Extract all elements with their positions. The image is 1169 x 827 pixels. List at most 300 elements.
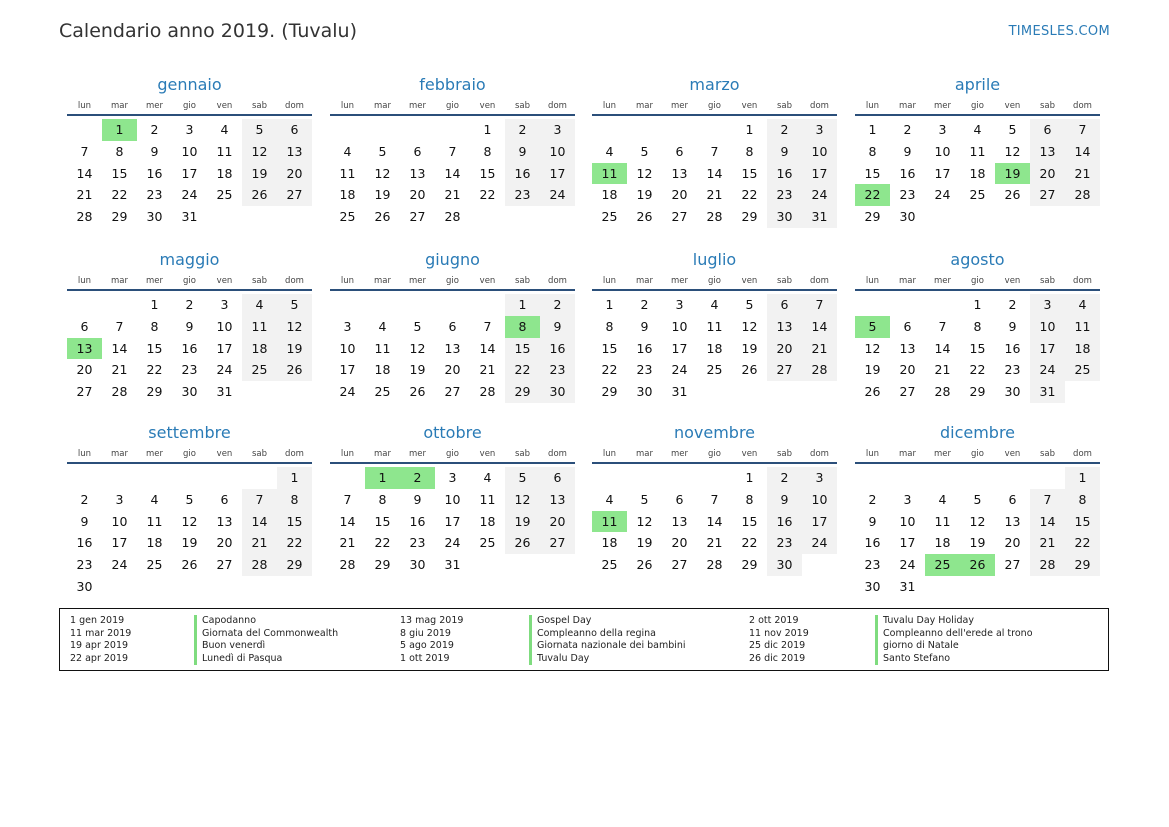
day-cell: 18 (479, 513, 496, 529)
weekday-header (330, 98, 575, 116)
day-cell: 17 (540, 163, 575, 185)
day-cell: 10 (216, 318, 233, 334)
week-row (330, 206, 575, 228)
day-cell: 24 (181, 187, 198, 203)
day-cell: 22 (505, 359, 540, 381)
empty-cell (540, 206, 575, 228)
holiday-day-cell: 1 (102, 119, 137, 141)
empty-cell (435, 294, 470, 316)
day-cell: 26 (242, 184, 277, 206)
day-cell: 22 (601, 362, 618, 378)
holiday-day-cell: 11 (592, 163, 627, 185)
weekday-label: dom (810, 101, 829, 111)
holiday-name: Santo Stefano (875, 653, 1033, 666)
weekday-label: dom (285, 449, 304, 459)
day-cell: 16 (409, 513, 426, 529)
empty-cell (662, 467, 697, 489)
day-cell: 20 (540, 511, 575, 533)
day-cell: 25 (706, 362, 723, 378)
week-row (330, 532, 575, 554)
day-cell: 8 (277, 489, 312, 511)
weekday-label: gio (971, 276, 984, 286)
day-cell: 15 (864, 165, 881, 181)
day-cell: 22 (741, 187, 758, 203)
day-cell: 6 (448, 318, 457, 334)
day-cell: 30 (636, 384, 653, 400)
day-cell: 27 (1030, 184, 1065, 206)
week-row (855, 141, 1100, 163)
day-cell: 23 (636, 362, 653, 378)
day-cell: 21 (76, 187, 93, 203)
day-cell: 30 (899, 209, 916, 225)
week-row (330, 184, 575, 206)
day-cell: 24 (444, 535, 461, 551)
weekday-label: sab (1039, 449, 1056, 459)
day-cell: 25 (339, 209, 356, 225)
day-cell: 29 (374, 557, 391, 573)
weekday-label: mer (408, 449, 426, 459)
empty-cell (1030, 467, 1065, 489)
month-name: luglio (692, 250, 737, 269)
week-row (67, 489, 312, 511)
weekday-label: ven (741, 449, 758, 459)
empty-cell (207, 467, 242, 489)
empty-cell (925, 576, 960, 598)
day-cell: 11 (216, 143, 233, 159)
day-cell: 22 (277, 532, 312, 554)
holiday-date: 25 dic 2019 (749, 640, 806, 652)
day-cell: 15 (146, 340, 163, 356)
day-cell: 7 (1030, 489, 1065, 511)
day-cell: 5 (745, 297, 754, 312)
day-cell: 30 (146, 209, 163, 225)
holiday-name: Gospel Day (529, 615, 686, 628)
day-cell: 12 (242, 141, 277, 163)
day-cell: 28 (934, 384, 951, 400)
day-cell: 14 (934, 340, 951, 356)
day-cell: 1 (277, 467, 312, 489)
holiday-day-cell: 8 (505, 316, 540, 338)
weekday-label: sab (251, 276, 268, 286)
day-cell: 4 (938, 491, 947, 507)
holiday-name: Giornata del Commonwealth (194, 628, 338, 641)
day-cell: 5 (277, 294, 312, 316)
day-cell: 11 (339, 165, 356, 181)
empty-cell (470, 294, 505, 316)
day-cell: 17 (802, 511, 837, 533)
day-cell: 1 (1065, 467, 1100, 489)
day-cell: 2 (1008, 297, 1017, 312)
empty-cell (365, 119, 400, 141)
weekday-label: sab (1039, 101, 1056, 111)
weekday-label: ven (479, 449, 496, 459)
day-cell: 4 (605, 143, 614, 159)
day-cell: 25 (969, 187, 986, 203)
weekday-label: gio (971, 449, 984, 459)
weekday-label: mer (408, 101, 426, 111)
day-cell: 27 (540, 532, 575, 554)
week-row (855, 294, 1100, 316)
day-cell: 14 (802, 316, 837, 338)
day-cell: 28 (76, 209, 93, 225)
weekday-label: lun (602, 276, 617, 286)
day-cell: 2 (185, 297, 194, 312)
empty-cell (242, 206, 277, 228)
week-row (592, 359, 837, 381)
day-cell: 10 (111, 513, 128, 529)
week-row (67, 338, 312, 360)
day-cell: 26 (505, 532, 540, 554)
day-cell: 7 (710, 143, 719, 159)
day-cell: 9 (767, 489, 802, 511)
holiday-name: Compleanno della regina (529, 628, 686, 641)
day-cell: 28 (706, 209, 723, 225)
month-febbraio (330, 75, 575, 228)
day-cell: 9 (540, 316, 575, 338)
weekday-label: dom (1073, 101, 1092, 111)
month-name: giugno (425, 250, 480, 269)
day-cell: 11 (374, 340, 391, 356)
day-cell: 24 (339, 384, 356, 400)
day-cell: 19 (409, 362, 426, 378)
week-row (855, 532, 1100, 554)
day-cell: 5 (242, 119, 277, 141)
month-marzo (592, 75, 837, 228)
weekday-label: mar (899, 276, 916, 286)
empty-cell (242, 381, 277, 403)
empty-cell (330, 294, 365, 316)
day-cell: 18 (374, 362, 391, 378)
empty-cell (102, 294, 137, 316)
day-cell: 23 (1004, 362, 1021, 378)
day-cell: 29 (146, 384, 163, 400)
day-cell: 21 (339, 535, 356, 551)
month-name: marzo (689, 75, 740, 94)
weekday-label: mer (670, 101, 688, 111)
day-cell: 23 (767, 184, 802, 206)
empty-cell (1065, 206, 1100, 228)
month-giugno (330, 250, 575, 403)
day-cell: 5 (378, 143, 387, 159)
day-cell: 10 (899, 513, 916, 529)
day-cell: 8 (115, 143, 124, 159)
legend-name-column (875, 615, 1033, 665)
weekday-label: mar (899, 449, 916, 459)
day-cell: 4 (220, 122, 229, 137)
week-row (330, 511, 575, 533)
weekday-label: mer (145, 449, 163, 459)
month-gennaio (67, 75, 312, 228)
day-cell: 14 (339, 513, 356, 529)
weekday-label: lun (865, 449, 880, 459)
day-cell: 28 (444, 209, 461, 225)
week-row (855, 206, 1100, 228)
month-name: settembre (148, 423, 231, 442)
weekday-label: dom (1073, 276, 1092, 286)
day-cell: 2 (150, 122, 159, 137)
brand-link[interactable]: TIMESLES.COM (1008, 24, 1110, 39)
holiday-day-cell: 19 (995, 163, 1030, 185)
week-row (855, 511, 1100, 533)
day-cell: 21 (706, 187, 723, 203)
day-cell: 23 (505, 184, 540, 206)
day-cell: 16 (1004, 340, 1021, 356)
day-cell: 11 (969, 143, 986, 159)
day-cell: 28 (111, 384, 128, 400)
day-cell: 6 (903, 318, 912, 334)
weekday-header (67, 98, 312, 116)
day-cell: 1 (745, 470, 754, 485)
day-cell: 18 (706, 340, 723, 356)
day-cell: 3 (938, 122, 947, 137)
day-cell: 29 (969, 384, 986, 400)
weekday-label: sab (251, 101, 268, 111)
empty-cell (505, 206, 540, 228)
weekday-label: gio (708, 101, 721, 111)
weekday-header (330, 273, 575, 291)
day-cell: 2 (767, 119, 802, 141)
holiday-name: Capodanno (194, 615, 338, 628)
day-cell: 3 (802, 119, 837, 141)
day-cell: 2 (505, 119, 540, 141)
day-cell: 1 (150, 297, 159, 312)
weekday-label: sab (514, 449, 531, 459)
day-cell: 17 (181, 165, 198, 181)
weekday-header (592, 98, 837, 116)
empty-cell (1065, 381, 1100, 403)
day-cell: 29 (741, 209, 758, 225)
empty-cell (137, 467, 172, 489)
day-cell: 1 (868, 122, 877, 137)
day-cell: 21 (706, 535, 723, 551)
empty-cell (172, 467, 207, 489)
month-settembre (67, 423, 312, 598)
holiday-legend (59, 608, 1109, 671)
month-aprile (855, 75, 1100, 228)
day-cell: 26 (864, 384, 881, 400)
day-cell: 19 (181, 535, 198, 551)
weekday-label: gio (446, 276, 459, 286)
day-cell: 3 (343, 318, 352, 334)
day-cell: 28 (802, 359, 837, 381)
day-cell: 26 (636, 557, 653, 573)
weekday-label: mer (670, 449, 688, 459)
month-agosto (855, 250, 1100, 403)
day-cell: 5 (640, 143, 649, 159)
week-row (855, 554, 1100, 576)
day-cell: 18 (969, 165, 986, 181)
week-row (67, 359, 312, 381)
day-cell: 26 (1004, 187, 1021, 203)
day-cell: 9 (80, 513, 89, 529)
month-name: febbraio (419, 75, 486, 94)
weekday-label: mar (636, 101, 653, 111)
day-cell: 16 (76, 535, 93, 551)
day-cell: 23 (540, 359, 575, 381)
day-cell: 16 (899, 165, 916, 181)
day-cell: 28 (706, 557, 723, 573)
week-row (330, 338, 575, 360)
empty-cell (925, 294, 960, 316)
day-cell: 1 (973, 297, 982, 312)
month-luglio (592, 250, 837, 403)
day-cell: 24 (216, 362, 233, 378)
day-cell: 19 (374, 187, 391, 203)
day-cell: 10 (444, 491, 461, 507)
day-cell: 29 (864, 209, 881, 225)
day-cell: 31 (899, 578, 916, 594)
day-cell: 27 (671, 557, 688, 573)
day-cell: 6 (1030, 119, 1065, 141)
day-cell: 2 (868, 491, 877, 507)
day-cell: 14 (1065, 141, 1100, 163)
day-cell: 20 (671, 535, 688, 551)
day-cell: 13 (540, 489, 575, 511)
day-cell: 5 (505, 467, 540, 489)
day-cell: 14 (444, 165, 461, 181)
weekday-header (855, 98, 1100, 116)
empty-cell (330, 119, 365, 141)
day-cell: 13 (216, 513, 233, 529)
day-cell: 23 (767, 532, 802, 554)
day-cell: 15 (111, 165, 128, 181)
day-cell: 28 (242, 554, 277, 576)
week-row (67, 576, 312, 598)
weekday-header (592, 273, 837, 291)
week-row (855, 467, 1100, 489)
week-row (67, 316, 312, 338)
day-cell: 25 (216, 187, 233, 203)
week-row (67, 163, 312, 185)
weekday-header (330, 446, 575, 464)
day-cell: 3 (448, 470, 457, 485)
weekday-label: ven (216, 449, 233, 459)
day-cell: 31 (444, 557, 461, 573)
day-cell: 19 (969, 535, 986, 551)
month-name: gennaio (157, 75, 222, 94)
empty-cell (470, 206, 505, 228)
weekday-label: ven (1004, 449, 1021, 459)
day-cell: 9 (767, 141, 802, 163)
day-cell: 11 (242, 316, 277, 338)
week-row (330, 294, 575, 316)
day-cell: 4 (343, 143, 352, 159)
day-cell: 14 (706, 165, 723, 181)
day-cell: 7 (938, 318, 947, 334)
day-cell: 20 (444, 362, 461, 378)
day-cell: 17 (216, 340, 233, 356)
day-cell: 13 (671, 165, 688, 181)
day-cell: 22 (969, 362, 986, 378)
day-cell: 19 (636, 187, 653, 203)
holiday-name: giorno di Natale (875, 640, 1033, 653)
day-cell: 21 (1065, 163, 1100, 185)
weekday-label: mar (636, 276, 653, 286)
day-cell: 29 (111, 209, 128, 225)
weekday-label: ven (479, 276, 496, 286)
day-cell: 23 (181, 362, 198, 378)
day-cell: 3 (185, 122, 194, 137)
weekday-label: sab (1039, 276, 1056, 286)
week-row (855, 381, 1100, 403)
day-cell: 11 (479, 491, 496, 507)
empty-cell (627, 119, 662, 141)
day-cell: 17 (671, 340, 688, 356)
day-cell: 6 (767, 294, 802, 316)
legend-date-column (400, 615, 463, 665)
day-cell: 13 (277, 141, 312, 163)
weekday-label: mer (145, 101, 163, 111)
day-cell: 25 (374, 384, 391, 400)
day-cell: 14 (111, 340, 128, 356)
weekday-label: mer (933, 101, 951, 111)
day-cell: 24 (111, 557, 128, 573)
day-cell: 8 (150, 318, 159, 334)
empty-cell (697, 119, 732, 141)
day-cell: 12 (636, 513, 653, 529)
day-cell: 29 (277, 554, 312, 576)
holiday-date: 22 apr 2019 (70, 652, 129, 664)
week-row (592, 206, 837, 228)
day-cell: 1 (605, 297, 614, 312)
day-cell: 17 (111, 535, 128, 551)
day-cell: 29 (1065, 554, 1100, 576)
holiday-day-cell: 25 (925, 554, 960, 576)
day-cell: 12 (181, 513, 198, 529)
week-row (855, 576, 1100, 598)
holiday-day-cell: 5 (855, 316, 890, 338)
day-cell: 25 (1065, 359, 1100, 381)
day-cell: 24 (671, 362, 688, 378)
empty-cell (925, 467, 960, 489)
day-cell: 14 (242, 511, 277, 533)
day-cell: 22 (111, 187, 128, 203)
week-row (67, 381, 312, 403)
day-cell: 4 (1065, 294, 1100, 316)
day-cell: 15 (601, 340, 618, 356)
empty-cell (925, 206, 960, 228)
day-cell: 3 (675, 297, 684, 312)
day-cell: 30 (767, 554, 802, 576)
weekday-label: lun (865, 276, 880, 286)
day-cell: 31 (181, 209, 198, 225)
day-cell: 6 (675, 143, 684, 159)
weekday-label: lun (602, 101, 617, 111)
empty-cell (400, 119, 435, 141)
empty-cell (627, 467, 662, 489)
day-cell: 13 (899, 340, 916, 356)
day-cell: 10 (671, 318, 688, 334)
day-cell: 20 (216, 535, 233, 551)
holiday-date: 8 giu 2019 (400, 627, 451, 639)
day-cell: 22 (741, 535, 758, 551)
empty-cell (960, 467, 995, 489)
day-cell: 22 (374, 535, 391, 551)
empty-cell (855, 467, 890, 489)
week-row (592, 316, 837, 338)
day-cell: 7 (1065, 119, 1100, 141)
weekday-label: lun (340, 101, 355, 111)
empty-cell (767, 381, 802, 403)
legend-name-column (529, 615, 686, 665)
day-cell: 18 (934, 535, 951, 551)
week-row (67, 141, 312, 163)
day-cell: 2 (540, 294, 575, 316)
week-row (67, 294, 312, 316)
day-cell: 21 (479, 362, 496, 378)
day-cell: 24 (899, 557, 916, 573)
day-cell: 12 (636, 165, 653, 181)
